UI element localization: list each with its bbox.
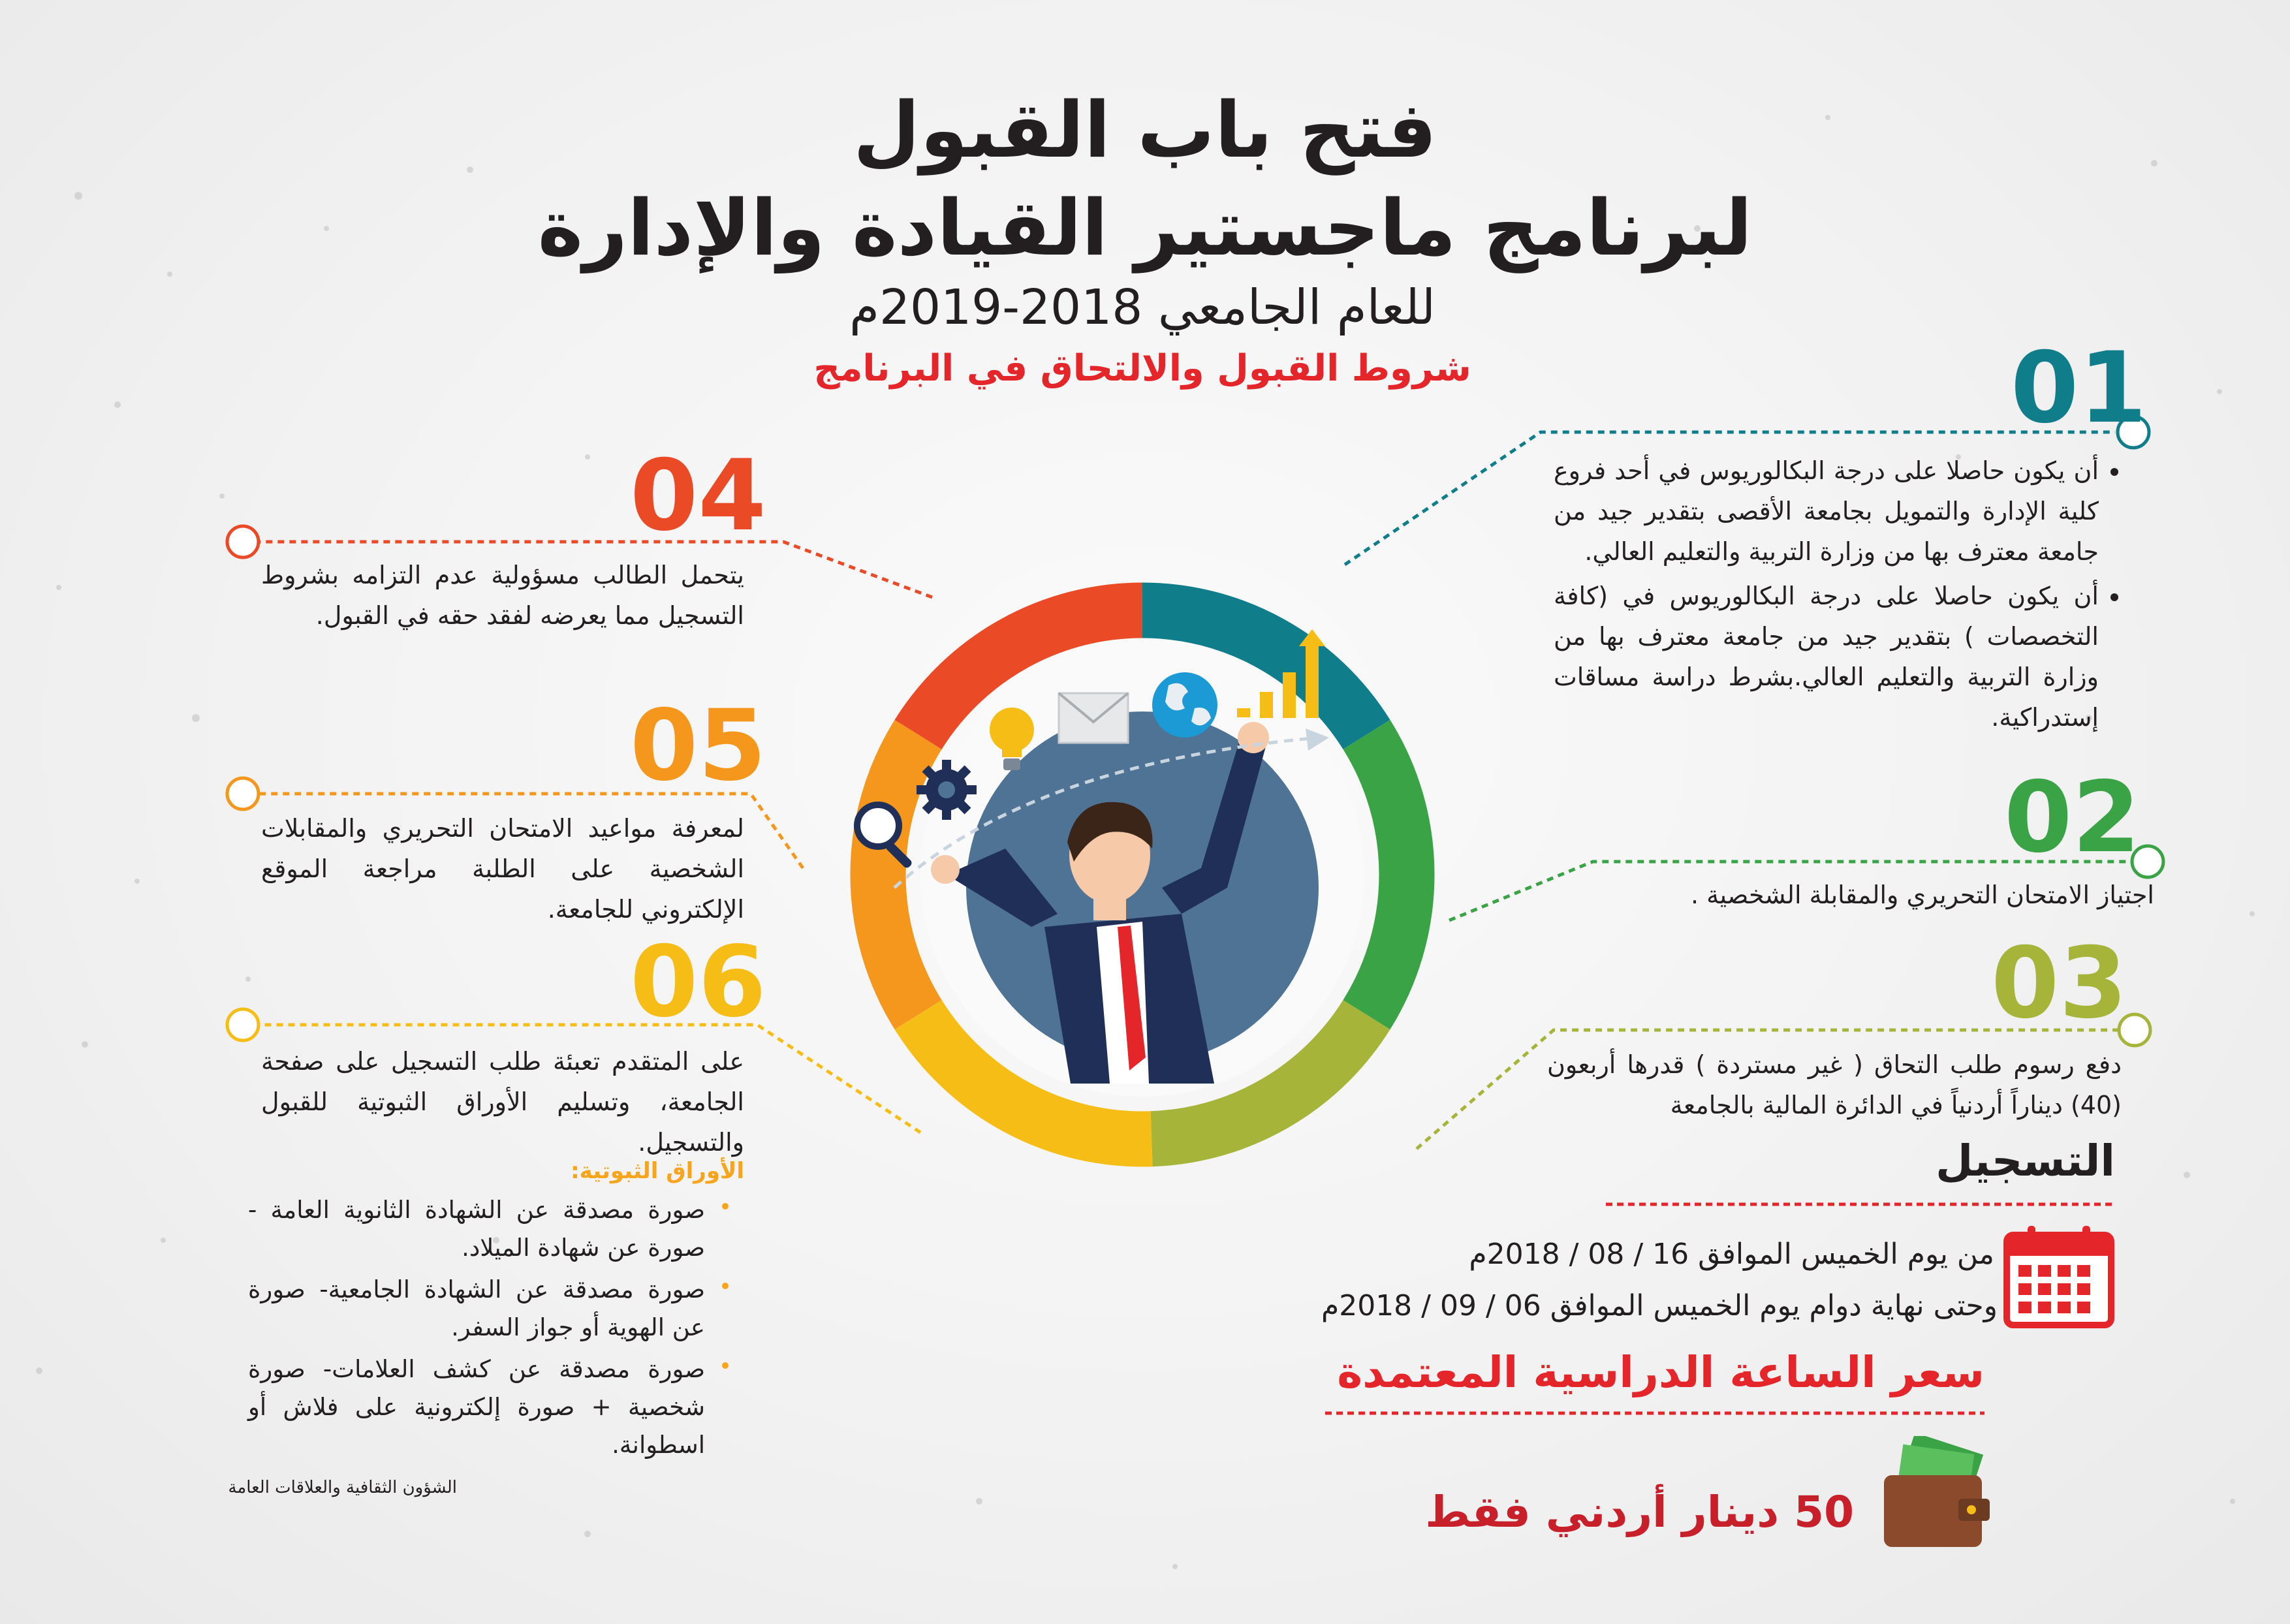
condition-04-number: 04	[630, 439, 766, 553]
condition-06-text: على المتقدم تعبئة طلب التسجيل على صفحة الجامعة، وتسليم الأوراق الثبوتية للقبول والتسجيل.	[261, 1047, 744, 1157]
node-04	[227, 526, 259, 557]
bullet-dot-icon	[722, 1283, 729, 1289]
price-title: سعر الساعة الدراسية المعتمدة	[1337, 1347, 1984, 1398]
condition-06-number: 06	[630, 926, 766, 1039]
condition-02-text: اجتياز الامتحان التحريري والمقابلة الشخصية .	[1691, 881, 2154, 909]
registration-divider	[1606, 1201, 2115, 1208]
price-value: 50 دينار أردني فقط	[1425, 1487, 1854, 1537]
wallet-icon	[1880, 1436, 1998, 1554]
document-item: صورة مصدقة عن كشف العلامات- صورة شخصية + صورة إلكترونية على فلاش أو اسطوانة.	[248, 1351, 705, 1464]
node-06	[227, 1009, 259, 1040]
condition-03-number: 03	[1991, 927, 2127, 1040]
condition-04-text: يتحمل الطالب مسؤولية عدم التزامه بشروط التسجيل مما يعرضه لفقد حقه في القبول.	[261, 561, 744, 630]
academic-year: للعام الجامعي 2018-2019م	[849, 279, 1435, 336]
condition-01-bullet-1: • أن يكون حاصلا على درجة البكالوريوس في أحد فروع كلية الإدارة والتمويل بجامعة الأقصى بتقدير جيد من جامعة معترف بها من وزارة التربية والتعليم العالي.	[1554, 450, 2099, 572]
document-item: صورة مصدقة عن الشهادة الجامعية- صورة عن الهوية أو جواز السفر.	[248, 1271, 705, 1347]
condition-01-number: 01	[2011, 332, 2147, 445]
title-line2: لبرنامج ماجستير القيادة والإدارة	[537, 183, 1753, 273]
condition-05-text: لمعرفة مواعيد الامتحان التحريري والمقابلات الشخصية على الطلبة مراجعة الموقع الإلكتروني للجامعة.	[261, 814, 744, 924]
condition-01-text	[1554, 450, 2128, 742]
condition-02-number: 02	[2004, 761, 2141, 875]
price-divider	[1325, 1410, 1984, 1416]
title-line1: فتح باب القبول	[853, 85, 1437, 175]
bullet-dot-icon	[722, 1362, 729, 1369]
document-item: صورة مصدقة عن الشهادة الثانوية العامة - صورة عن شهادة الميلاد.	[248, 1191, 705, 1267]
footer-credit: الشؤون الثقافية والعلاقات العامة	[228, 1478, 457, 1497]
condition-05-number: 05	[630, 689, 766, 803]
documents-label: الأوراق الثبوتية:	[571, 1158, 744, 1184]
subtitle: شروط القبول والالتحاق في البرنامج	[813, 347, 1471, 390]
registration-title: التسجيل	[1936, 1136, 2115, 1186]
condition-03-text: دفع رسوم طلب التحاق ( غير مستردة ) قدرها أربعون (40) ديناراً أردنياً في الدائرة المالية بالجامعة	[1547, 1050, 2122, 1119]
documents-list	[248, 1191, 731, 1468]
calendar-icon	[2003, 1225, 2115, 1329]
registration-to: وحتى نهاية دوام يوم الخميس الموافق 06 / 09 / 2018م	[1321, 1289, 1998, 1322]
condition-01-bullet-2: • أن يكون حاصلا على درجة البكالوريوس في (كافة التخصصات ) بتقدير جيد من جامعة معترف بها من وزارة التربية والتعليم العالي.بشرط دراسة مساقات إستدراكية.	[1554, 576, 2099, 738]
bullet-dot-icon	[722, 1203, 729, 1210]
node-05	[227, 778, 259, 809]
registration-from: من يوم الخميس الموافق 16 / 08 / 2018م	[1469, 1238, 1994, 1271]
